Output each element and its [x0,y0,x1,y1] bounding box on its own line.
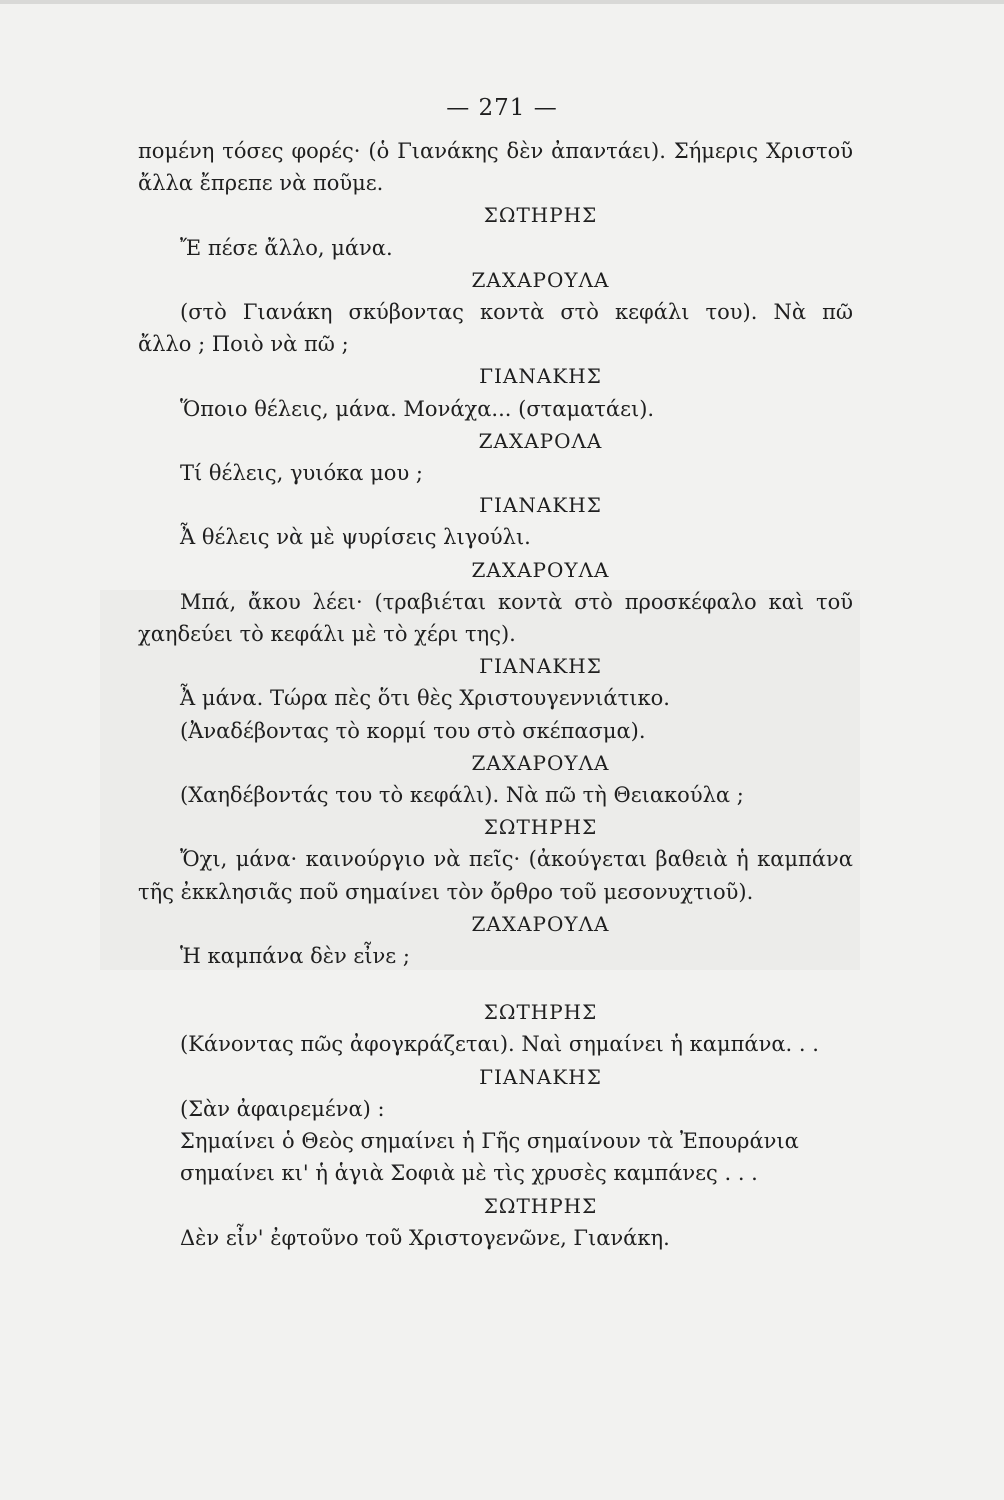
text-line: χαηδεύει τὸ κεφάλι μὲ τὸ χέρι της). [138,622,516,647]
text-line: (Σὰν ἀφαιρεμένα) : [180,1096,385,1121]
speaker-name: ΖΑΧΑΡΟΥΛΑ [471,267,610,292]
speaker-name: ΓΙΑΝΑΚΗΣ [479,364,602,389]
speaker-name: ΓΙΑΝΑΚΗΣ [479,1064,602,1089]
speaker-name: ΖΑΧΑΡΟΥΛΑ [471,911,610,936]
text-line: (στὸ Γιανάκη σκύβοντας κοντὰ στὸ κεφάλι του). Νὰ πῶ [180,300,853,325]
speaker-name: ΖΑΧΑΡΟΥΛΑ [471,557,610,582]
text-line: Ἔ πέσε ἄλλο, μάνα. [180,235,393,260]
text-line: σημαίνει κι' ἡ ἁγιὰ Σοφιὰ μὲ τὶς χρυσὲς καμπάνες . . . [180,1161,758,1186]
speaker-name: ΣΩΤΗΡΗΣ [483,1000,598,1025]
text-line: Ὄχι, μάνα· καινούργιο νὰ πεῖς· (ἀκούγεται βαθειὰ ἡ καμπάνα [180,847,853,872]
text-line: Μπά, ἄκου λέει· (τραβιέται κοντὰ στὸ προσκέφαλο καὶ τοῦ [180,589,853,614]
speaker-name: ΣΩΤΗΡΗΣ [483,1193,598,1218]
text-line: Ὅποιο θέλεις, μάνα. Μονάχα... (σταματάει). [180,396,655,421]
text-line: Ἆ μάνα. Τώρα πὲς ὅτι θὲς Χριστουγεννιάτικο. [180,686,670,711]
text-line: (Χαηδέβοντάς του τὸ κεφάλι). Νὰ πῶ τὴ Θειακούλα ; [180,783,744,808]
page-number: — 271 — [446,95,558,121]
text-line: (Ἀναδέβοντας τὸ κορμί του στὸ σκέπασμα). [180,718,646,743]
speaker-name: ΓΙΑΝΑΚΗΣ [479,654,602,679]
text-line: ἄλλο ; Ποιὸ νὰ πῶ ; [138,332,349,357]
text-line: Σημαίνει ὁ Θεὸς σημαίνει ἡ Γῆς σημαίνουν τὰ Ἐπουράνια [180,1129,799,1154]
text-line: τῆς ἐκκλησιᾶς ποῦ σημαίνει τὸν ὄρθρο τοῦ μεσονυχτιοῦ). [138,879,754,904]
text-line: Ἡ καμπάνα δὲν εἶνε ; [180,944,410,969]
speaker-name: ΖΑΧΑΡΟΥΛΑ [471,750,610,775]
speaker-name: ΓΙΑΝΑΚΗΣ [479,493,602,518]
spacer [138,972,853,996]
speaker-name: ΣΩΤΗΡΗΣ [483,815,598,840]
play-text [138,135,853,1254]
speaker-name: ΖΑΧΑΡΟΛΑ [478,428,603,453]
text-line: Ἆ θέλεις νὰ μὲ ψυρίσεις λιγούλι. [180,525,531,550]
text-line: Δὲν εἶν' ἐφτοῦνο τοῦ Χριστογενῶνε, Γιανάκη. [180,1225,670,1250]
text-line: (Κάνοντας πῶς ἀφογκράζεται). Ναὶ σημαίνει ἡ καμπάνα. . . [180,1032,819,1057]
text-line: ἄλλα ἔπρεπε νὰ ποῦμε. [138,171,384,196]
page-top-edge [0,0,1004,4]
text-line: Τί θέλεις, γυιόκα μου ; [180,461,423,486]
speaker-name: ΣΩΤΗΡΗΣ [483,203,598,228]
text-line: πομένη τόσες φορές· (ὁ Γιανάκης δὲν ἀπαντάει). Σήμερις Χριστοῦ [138,139,853,163]
